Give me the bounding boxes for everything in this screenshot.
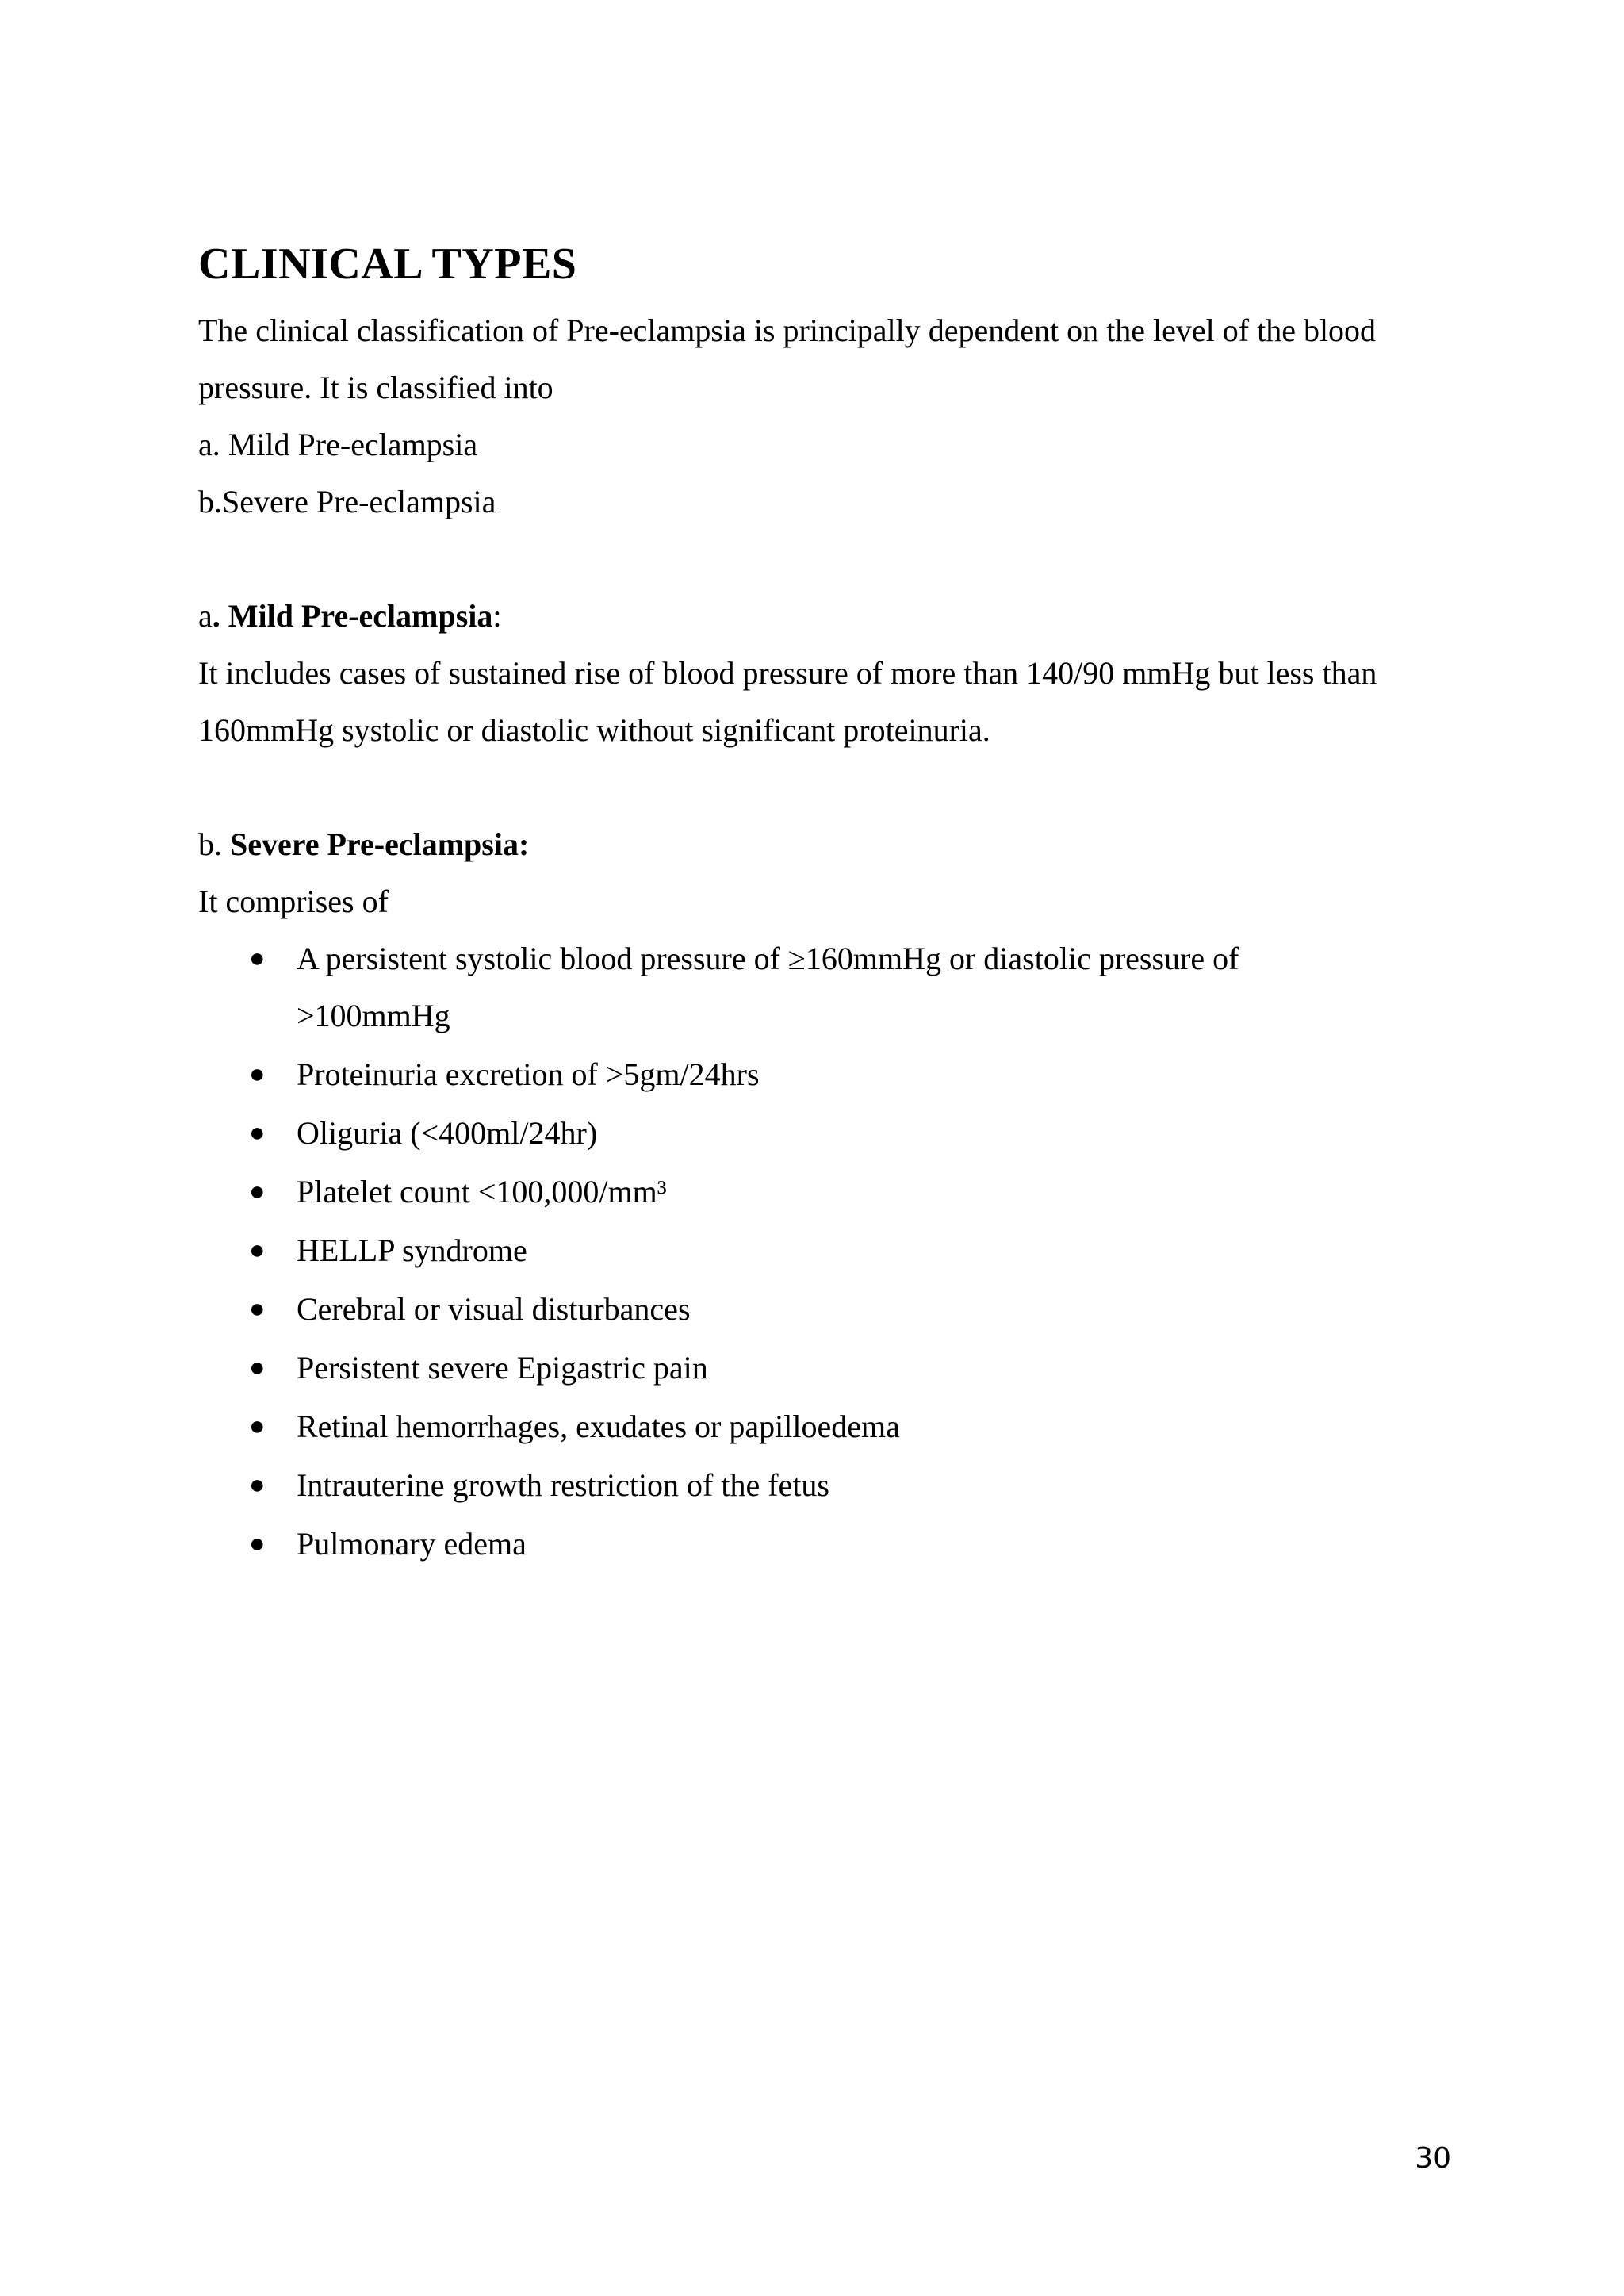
list-item: [198, 1516, 1435, 1573]
page-number: 30: [1415, 2142, 1451, 2175]
list-item: [198, 1222, 1435, 1279]
spacer: [198, 759, 1435, 816]
severe-prefix: b.: [198, 826, 230, 863]
bullet-icon: ●: [249, 1177, 266, 1207]
list-item: [198, 1398, 1435, 1455]
list-item-text: >100mmHg: [297, 998, 450, 1034]
mild-text-line: 160mmHg systolic or diastolic without significant proteinuria.: [198, 712, 990, 749]
severe-section: [198, 816, 1435, 1573]
list-item-text: HELLP syndrome: [297, 1232, 527, 1269]
mild-text-line: It includes cases of sustained rise of blood pressure of more than 140/90 mmHg but less than: [198, 655, 1377, 692]
list-item-text: Proteinuria excretion of >5gm/24hrs: [297, 1056, 760, 1093]
intro-line: pressure. It is classified into: [198, 370, 553, 406]
list-item: [198, 930, 1435, 1045]
severe-title: Severe Pre-eclampsia:: [230, 826, 530, 863]
mild-section: [198, 588, 1435, 759]
bullet-icon: ●: [249, 1412, 266, 1442]
list-item-text: Retinal hemorrhages, exudates or papilloedema: [297, 1409, 900, 1445]
bullet-icon: ●: [249, 1060, 266, 1090]
list-item: [198, 1163, 1435, 1221]
list-item-text: Oliguria (<400ml/24hr): [297, 1115, 598, 1152]
bullet-icon: ●: [249, 1236, 266, 1266]
mild-title: . Mild Pre-eclampsia: [212, 598, 493, 634]
bullet-icon: ●: [249, 1529, 266, 1559]
severe-criteria-list: [198, 930, 1435, 1573]
classification-item-a: a. Mild Pre-eclampsia: [198, 427, 478, 463]
list-item: [198, 1046, 1435, 1103]
spacer: [198, 531, 1435, 588]
list-item: [198, 1340, 1435, 1397]
bullet-icon: ●: [249, 1353, 266, 1383]
list-item-text: Persistent severe Epigastric pain: [297, 1350, 708, 1386]
list-item: [198, 1281, 1435, 1338]
classification-item-b: b.Severe Pre-eclampsia: [198, 484, 496, 520]
list-item-text: Platelet count <100,000/mm³: [297, 1174, 667, 1210]
intro-line: The clinical classification of Pre-eclampsia is principally dependent on the level of the blood: [198, 312, 1377, 349]
list-item: [198, 1457, 1435, 1514]
section-heading: CLINICAL TYPES: [198, 240, 577, 289]
bullet-icon: ●: [249, 1118, 266, 1148]
page-content: [198, 238, 1435, 1574]
mild-suffix: :: [492, 598, 502, 634]
list-item: [198, 1105, 1435, 1162]
mild-prefix: a: [198, 598, 213, 634]
list-item-text: A persistent systolic blood pressure of ≥160mmHg or diastolic pressure of: [297, 941, 1239, 977]
bullet-icon: ●: [249, 1470, 266, 1501]
mild-subheading: [198, 588, 1435, 645]
intro-paragraph: [198, 302, 1435, 531]
bullet-icon: ●: [249, 1294, 266, 1324]
list-item-text: Cerebral or visual disturbances: [297, 1291, 691, 1328]
bullet-icon: ●: [249, 944, 266, 974]
list-item-text: Intrauterine growth restriction of the fetus: [297, 1467, 829, 1504]
list-item-text: Pulmonary edema: [297, 1526, 527, 1562]
severe-intro: It comprises of: [198, 884, 389, 920]
severe-subheading: [198, 816, 1435, 873]
